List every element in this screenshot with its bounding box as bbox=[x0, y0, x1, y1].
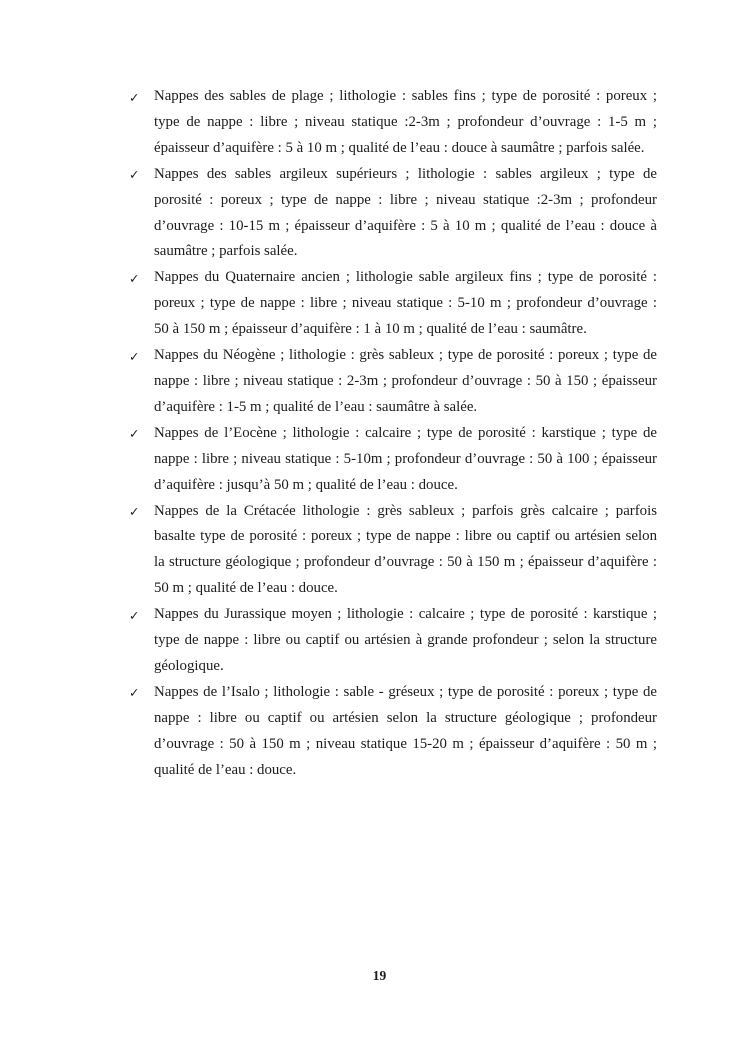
checkmark-bullet-icon: ✓ bbox=[129, 685, 140, 701]
list-item-line: Nappes des sables de plage ; lithologie : sables fins ; type de porosité : poreux ; bbox=[154, 88, 657, 104]
list-item-line: la structure géologique ; profondeur d’ouvrage : 50 à 150 m ; épaisseur d’aquifère : bbox=[154, 554, 657, 571]
list-item-line: Nappes de l’Eocène ; lithologie : calcaire ; type de porosité : karstique ; type de bbox=[154, 424, 657, 441]
list-item-line: basalte type de porosité : poreux ; type de nappe : libre ou captif ou artésien selon bbox=[154, 528, 657, 545]
checkmark-bullet-icon: ✓ bbox=[129, 270, 140, 286]
list-item-line: poreux ; type de nappe : libre ; niveau statique : 5-10 m ; profondeur d’ouvrage : bbox=[154, 295, 657, 312]
list-item-line: géologique. bbox=[154, 657, 224, 674]
checkmark-bullet-icon: ✓ bbox=[129, 89, 140, 105]
checkmark-bullet-icon: ✓ bbox=[129, 167, 140, 183]
list-item-line: 50 m ; qualité de l’eau : douce. bbox=[154, 580, 338, 597]
page-number: 19 bbox=[372, 968, 387, 983]
list-item-line: 50 à 150 m ; épaisseur d’aquifère : 1 à 10 m ; qualité de l’eau : saumâtre. bbox=[154, 321, 587, 338]
list-item bbox=[129, 499, 657, 603]
list-item bbox=[129, 84, 657, 162]
list-item-line: nappe : libre ; niveau statique : 5-10m ; profondeur d’ouvrage : 50 à 100 ; épaisseur bbox=[154, 450, 657, 467]
list-item bbox=[129, 343, 657, 421]
list-item-line: type de nappe : libre ou captif ou artésien à grande profondeur ; selon la structure bbox=[154, 632, 657, 649]
list-item-line: d’aquifère : jusqu’à 50 m ; qualité de l’eau : douce. bbox=[154, 476, 458, 493]
bullet-list bbox=[129, 84, 657, 783]
list-item-line: type de nappe : libre ; niveau statique :2-3m ; profondeur d’ouvrage : 1-5 m ; bbox=[154, 113, 657, 130]
list-item-line: Nappes de l’Isalo ; lithologie : sable - gréseux ; type de porosité : poreux ; type de bbox=[154, 683, 657, 700]
list-item bbox=[129, 602, 657, 680]
list-item-line: d’ouvrage : 10-15 m ; épaisseur d’aquifère : 5 à 10 m ; qualité de l’eau : douce à bbox=[154, 217, 657, 234]
list-item-line: d’aquifère : 1-5 m ; qualité de l’eau : saumâtre à salée. bbox=[154, 398, 478, 415]
checkmark-bullet-icon: ✓ bbox=[129, 426, 140, 442]
list-item-line: nappe : libre ou captif ou artésien selon la structure géologique ; profondeur bbox=[154, 709, 657, 726]
checkmark-bullet-icon: ✓ bbox=[129, 504, 140, 519]
list-item bbox=[129, 421, 657, 499]
checkmark-bullet-icon: ✓ bbox=[129, 348, 140, 364]
list-item-line: Nappes de la Crétacée lithologie : grès sableux ; parfois grès calcaire ; parfois bbox=[154, 502, 657, 519]
list-item-line: nappe : libre ; niveau statique : 2-3m ; profondeur d’ouvrage : 50 à 150 ; épaisseur bbox=[154, 372, 657, 389]
list-item-line: d’ouvrage : 50 à 150 m ; niveau statique 15-20 m ; épaisseur d’aquifère : 50 m ; bbox=[154, 735, 657, 752]
list-item-line: saumâtre ; parfois salée. bbox=[154, 243, 298, 260]
list-item bbox=[129, 265, 657, 343]
list-item bbox=[129, 162, 657, 266]
list-item-line: Nappes du Jurassique moyen ; lithologie : calcaire ; type de porosité : karstique ; bbox=[154, 606, 657, 623]
list-item-line: Nappes du Néogène ; lithologie : grès sableux ; type de porosité : poreux ; type de bbox=[154, 347, 657, 364]
list-item-line: épaisseur d’aquifère : 5 à 10 m ; qualité de l’eau : douce à saumâtre ; parfois salée. bbox=[154, 139, 645, 156]
list-item-line: porosité : poreux ; type de nappe : libre ; niveau statique :2-3m ; profondeur bbox=[154, 191, 657, 208]
list-item-line: Nappes des sables argileux supérieurs ; lithologie : sables argileux ; type de bbox=[154, 165, 657, 182]
list-item bbox=[129, 680, 657, 784]
list-item-line: Nappes du Quaternaire ancien ; lithologie sable argileux fins ; type de porosité : bbox=[154, 269, 657, 286]
checkmark-bullet-icon: ✓ bbox=[129, 607, 140, 623]
list-item-line: qualité de l’eau : douce. bbox=[154, 761, 297, 778]
